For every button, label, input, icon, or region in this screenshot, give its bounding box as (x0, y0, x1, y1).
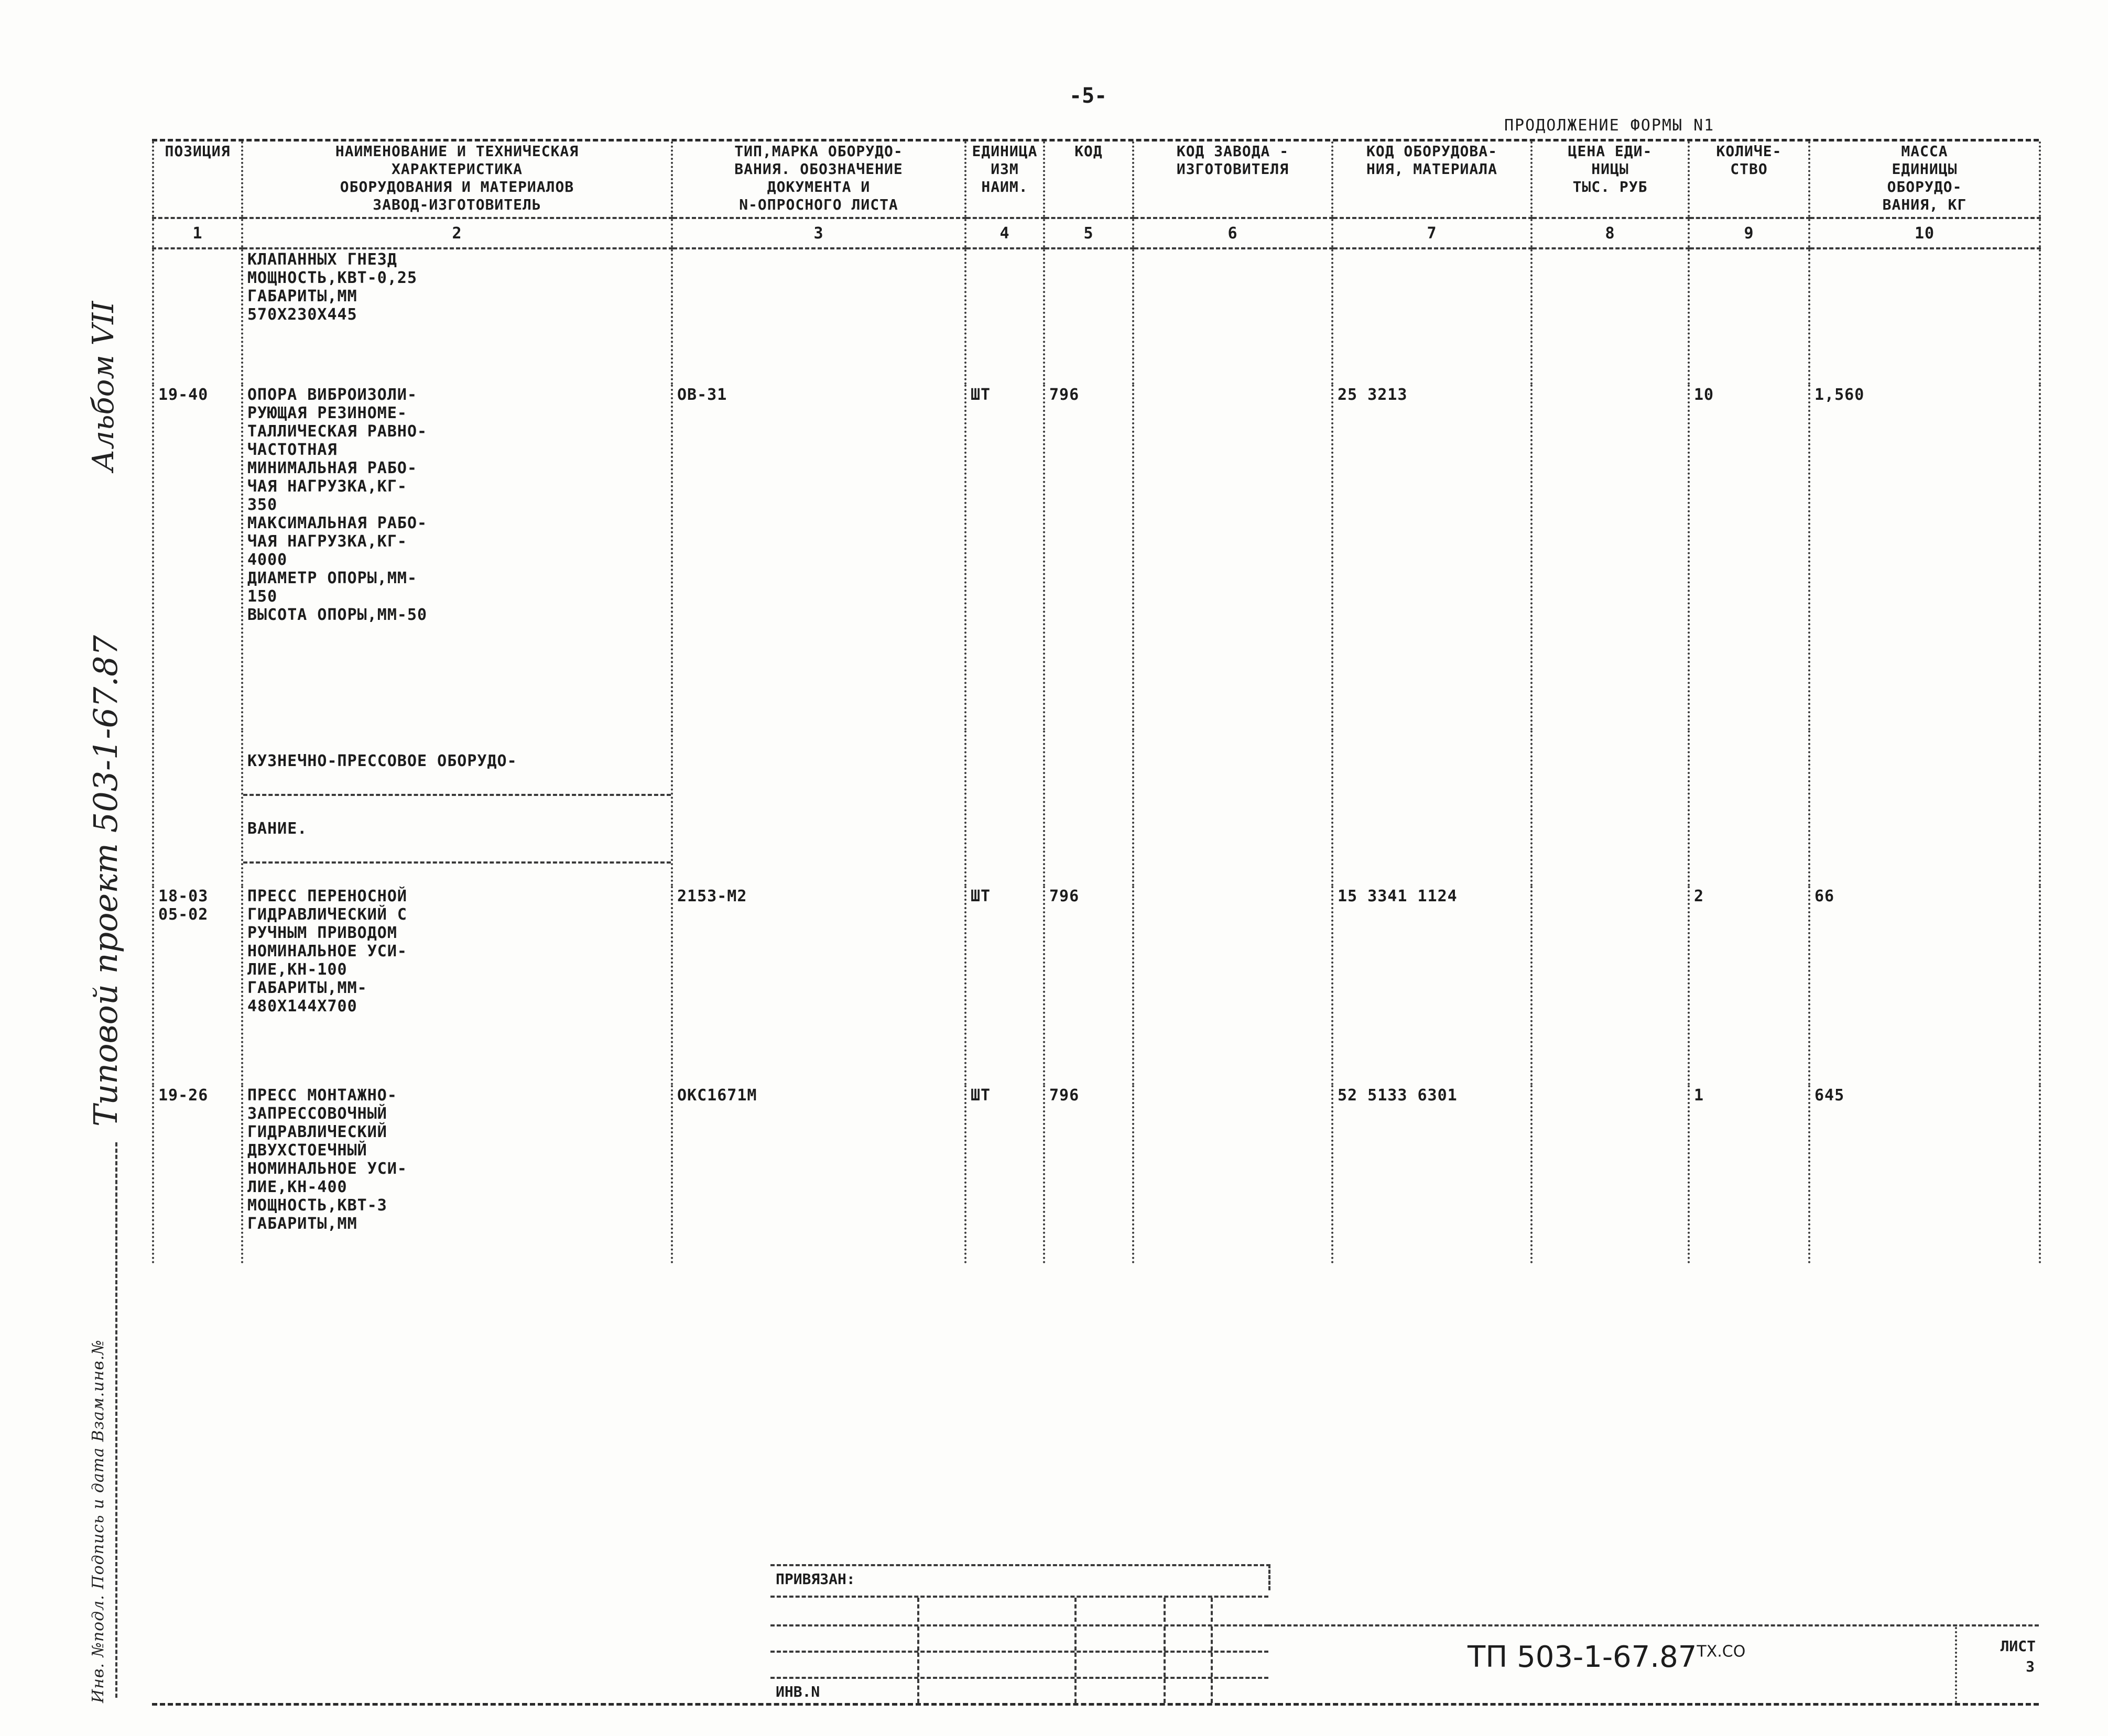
row-quantity: 1 (1689, 1085, 1809, 1263)
row-description: КЛАПАННЫХ ГНЕЗД МОЩНОСТЬ,КВТ-0,25 ГАБАРИТЫ,ММ 570Х230Х445 (242, 248, 672, 385)
section-heading (242, 730, 672, 886)
row-position: 18-03 05-02 (153, 886, 242, 1085)
table-row (153, 385, 2040, 730)
title-block-row (770, 1624, 1268, 1651)
row-equipment-code (1332, 248, 1531, 385)
equipment-table (152, 141, 2041, 1263)
row-plant-code (1133, 385, 1332, 730)
row-code (1044, 248, 1133, 385)
row-price (1531, 886, 1689, 1085)
header-description: НАИМЕНОВАНИЕ И ТЕХНИЧЕСКАЯ ХАРАКТЕРИСТИКА ОБОРУДОВАНИЯ И МАТЕРИАЛОВ ЗАВОД-ИЗГОТОВИТЕЛЬ (242, 141, 672, 218)
continuation-heading: ПРОДОЛЖЕНИЕ ФОРМЫ N1 (1504, 116, 1715, 135)
sheet-label: ЛИСТ (2000, 1637, 2036, 1655)
page-number: -5- (1069, 84, 1107, 108)
section-row (153, 730, 2040, 886)
row-equipment-code: 52 5133 6301 (1332, 1085, 1531, 1263)
header-mass: МАССА ЕДИНИЦЫ ОБОРУДО- ВАНИЯ, КГ (1809, 141, 2040, 218)
column-number: 10 (1809, 218, 2040, 248)
row-price (1531, 248, 1689, 385)
title-block-row (770, 1596, 1268, 1622)
designation-code: ТП 503-1-67.87 (1468, 1640, 1697, 1674)
header-price: ЦЕНА ЕДИ- НИЦЫ ТЫС. РУБ (1531, 141, 1689, 218)
row-position: 19-40 (153, 385, 242, 730)
row-mass: 1,560 (1809, 385, 2040, 730)
row-mass: 66 (1809, 886, 2040, 1085)
table-header-row (153, 141, 2040, 218)
row-description: ПРЕСС МОНТАЖНО- ЗАПРЕССОВОЧНЫЙ ГИДРАВЛИЧЕСКИЙ ДВУХСТОЕЧНЫЙ НОМИНАЛЬНОЕ УСИ- ЛИЕ,КН-400 МОЩНОСТЬ,КВТ-3 ГАБАРИТЫ,ММ (242, 1085, 672, 1263)
specification-sheet (152, 139, 2039, 1706)
row-equipment-code: 15 3341 1124 (1332, 886, 1531, 1085)
margin-project-title: Типовой проект 503-1-67.87 (86, 635, 125, 1127)
row-unit: ШТ (965, 1085, 1044, 1263)
row-type: ОВ-31 (672, 385, 965, 730)
title-block-row (770, 1677, 1268, 1703)
header-equipment-code: КОД ОБОРУДОВА- НИЯ, МАТЕРИАЛА (1332, 141, 1531, 218)
designation-suffix: ТХ.СО (1697, 1642, 1746, 1661)
header-code: КОД (1044, 141, 1133, 218)
row-description: ОПОРА ВИБРОИЗОЛИ- РУЮЩАЯ РЕЗИНОМЕ- ТАЛЛИЧЕСКАЯ РАВНО- ЧАСТОТНАЯ МИНИМАЛЬНАЯ РАБО- ЧАЯ НАГРУЗКА,КГ- 350 МАКСИМАЛЬНАЯ РАБО- ЧАЯ НАГРУЗКА,КГ- 4000 ДИАМЕТР ОПОРЫ,ММ- 150 ВЫСОТА ОПОРЫ,ММ-50 (242, 385, 672, 730)
title-block-grid (770, 1564, 1268, 1703)
header-position: ПОЗИЦИЯ (153, 141, 242, 218)
table-row (153, 248, 2040, 385)
row-quantity (1689, 248, 1809, 385)
title-block-divider (1268, 1624, 2039, 1626)
row-type: ОКС1671М (672, 1085, 965, 1263)
inventory-label: ИНВ.N (776, 1683, 820, 1700)
margin-album-label: Альбом VII (86, 301, 121, 472)
column-number: 1 (153, 218, 242, 248)
row-unit: ШТ (965, 385, 1044, 730)
column-number: 9 (1689, 218, 1809, 248)
row-plant-code (1133, 248, 1332, 385)
row-type: 2153-М2 (672, 886, 965, 1085)
row-equipment-code: 25 3213 (1332, 385, 1531, 730)
header-quantity: КОЛИЧЕ- СТВО (1689, 141, 1809, 218)
document-designation (1468, 1640, 1745, 1674)
margin-divider (115, 1142, 117, 1698)
row-mass: 645 (1809, 1085, 2040, 1263)
row-code: 796 (1044, 1085, 1133, 1263)
header-plant-code: КОД ЗАВОДА - ИЗГОТОВИТЕЛЯ (1133, 141, 1332, 218)
title-block-row (770, 1651, 1268, 1677)
column-number: 3 (672, 218, 965, 248)
table-row (153, 1085, 2040, 1263)
sheet-number-box (1955, 1627, 2041, 1703)
row-description: ПРЕСС ПЕРЕНОСНОЙ ГИДРАВЛИЧЕСКИЙ С РУЧНЫМ ПРИВОДОМ НОМИНАЛЬНОЕ УСИ- ЛИЕ,КН-100 ГАБАРИТЫ,ММ- 480Х144Х700 (242, 886, 672, 1085)
header-type: ТИП,МАРКА ОБОРУДО- ВАНИЯ. ОБОЗНАЧЕНИЕ ДОКУМЕНТА И N-ОПРОСНОГО ЛИСТА (672, 141, 965, 218)
table-row (153, 886, 2040, 1085)
row-plant-code (1133, 886, 1332, 1085)
column-number-row (153, 218, 2040, 248)
section-title-continued: ВАНИЕ. (247, 820, 308, 838)
header-unit: ЕДИНИЦА ИЗМ НАИМ. (965, 141, 1044, 218)
section-title: КУЗНЕЧНО-ПРЕССОВОЕ ОБОРУДО- (247, 752, 517, 770)
sheet-number: 3 (2026, 1658, 2035, 1675)
row-position: 19-26 (153, 1085, 242, 1263)
column-number: 6 (1133, 218, 1332, 248)
column-number: 7 (1332, 218, 1531, 248)
row-quantity: 2 (1689, 886, 1809, 1085)
column-number: 2 (242, 218, 672, 248)
section-rule (243, 794, 671, 796)
margin-signature-stamp: Инв. №подл. Подпись и дата Взам.инв.№ (89, 1339, 107, 1703)
row-type (672, 248, 965, 385)
title-block-row (770, 1564, 1270, 1590)
row-mass (1809, 248, 2040, 385)
row-position (153, 248, 242, 385)
row-unit: ШТ (965, 886, 1044, 1085)
section-rule (243, 861, 671, 864)
attached-label: ПРИВЯЗАН: (776, 1570, 855, 1588)
row-plant-code (1133, 1085, 1332, 1263)
row-quantity: 10 (1689, 385, 1809, 730)
row-code: 796 (1044, 385, 1133, 730)
row-unit (965, 248, 1044, 385)
column-number: 8 (1531, 218, 1689, 248)
row-code: 796 (1044, 886, 1133, 1085)
column-number: 5 (1044, 218, 1133, 248)
title-block (770, 1564, 2039, 1703)
row-price (1531, 1085, 1689, 1263)
row-price (1531, 385, 1689, 730)
column-number: 4 (965, 218, 1044, 248)
